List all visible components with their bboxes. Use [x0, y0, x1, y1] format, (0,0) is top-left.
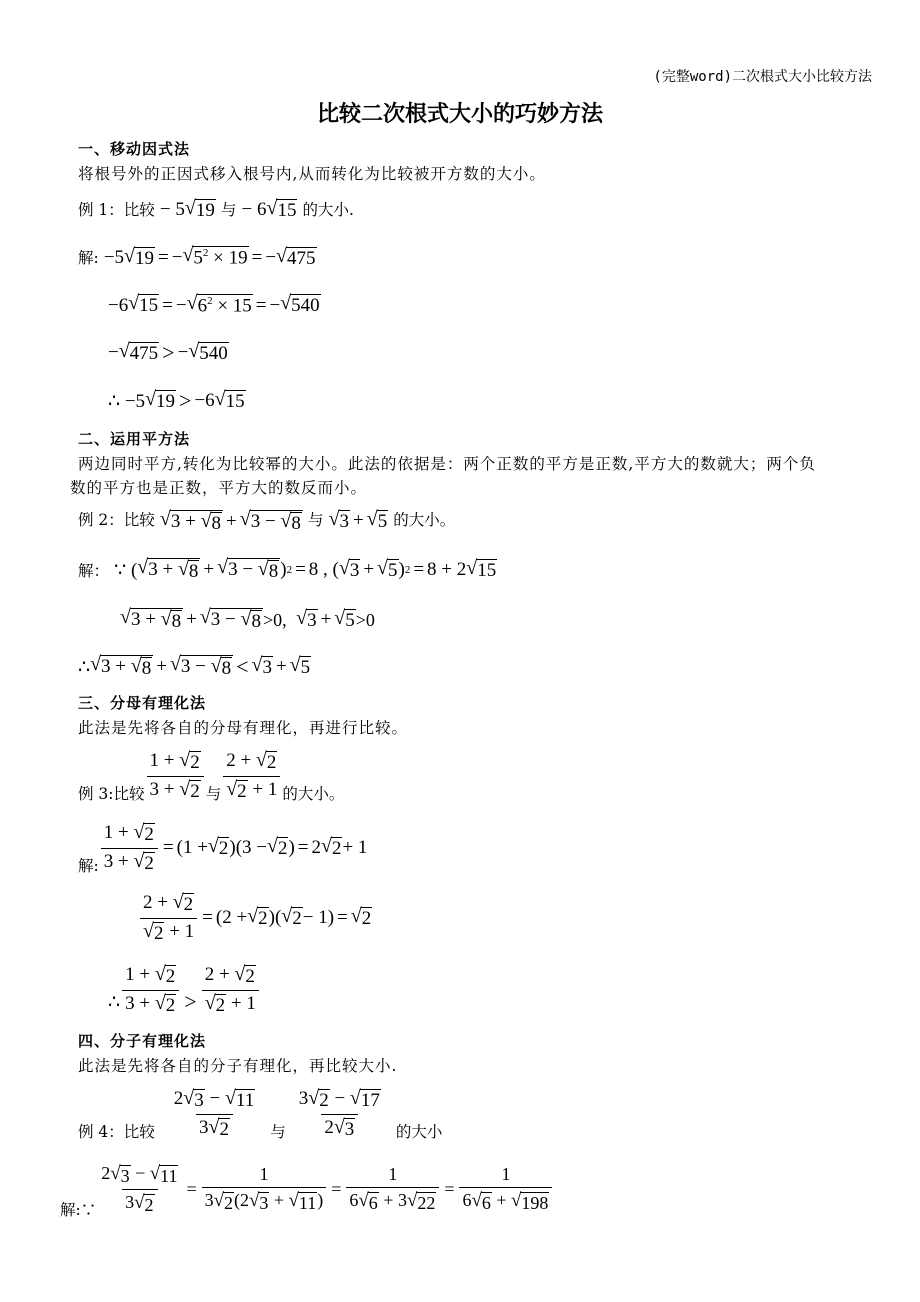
- solution-2-line-3: [78, 654, 311, 680]
- formula: 3 √ 2 − √ 17 2 √ 3: [298, 1086, 380, 1140]
- solution-1-line-4: [108, 388, 246, 414]
- formula: ∴ −5 √ 19 > −6 √ 15: [108, 387, 245, 413]
- section-2-heading: 二、运用平方法: [78, 430, 191, 448]
- page-title: 比较二次根式大小的巧妙方法: [316, 102, 603, 127]
- formula: 2 + √ 2 √ 2 + 1 = (2 + √ 2 )( √ 2 − 1) = √ 2: [138, 892, 372, 945]
- solution-2-line-1: 解： ∵ ( √ 3 + √ 8 + √ 3 − √ 8 ) 2 = 8 , ( √ 3 + √ 5 ) 2 = 8 + 2 √ 15: [78, 556, 497, 582]
- solution-1-line-3: [108, 340, 229, 366]
- formula: − √ 475 > − √ 540: [108, 339, 228, 365]
- formula: 2 √ 3 − √ 11 3 √ 2 = 1 3 √ 2 (2 √ 3 + √ 11 ) = 1 6 √ 6 + 3 √ 22 = 1 6 √ 6 + √ 198: [96, 1163, 554, 1215]
- solution-3-line-3: [108, 964, 261, 1017]
- formula: ∵ ( √ 3 + √ 8 + √ 3 − √ 8 ) 2 = 8 , ( √ 3 + √ 5 ) 2 = 8 + 2 √ 15: [114, 556, 497, 582]
- section-1-intro: 将根号外的正因式移入根号内,从而转化为比较被开方数的大小。: [78, 165, 546, 183]
- example-1: 例 1：比较 − 5 √ 19 与 − 6 √ 15 的大小.: [78, 196, 354, 221]
- formula: ∴ 1 + √ 2 3 + √ 2 > 2 + √ 2 √ 2 + 1: [108, 964, 261, 1017]
- solution-3-line-2: [138, 892, 372, 945]
- formula: −5 √ 19 = − √ $5^2 \times 19$ = − √ 475: [103, 244, 316, 269]
- formula: 2 √ 3 − √ 11 3 √ 2: [173, 1086, 255, 1140]
- section-3-intro: 此法是先将各自的分母有理化，再进行比较。: [78, 719, 409, 737]
- formula: ∴ √ 3 + √ 8 + √ 3 − √ 8 < √ 3 + √ 5: [78, 652, 311, 679]
- example-4: 例 4：比较 2 √ 3 − √ 11 3 √ 2 与 3 √ 2 − √ 17 2 √ 3 的大小: [78, 1086, 443, 1141]
- formula: −6 √ 15 = − √ $6^2 \times 15$ = − √ 540: [108, 292, 320, 317]
- solution-1-line-2: [108, 294, 321, 317]
- formula: √ 3 + √ 8 + √ 3 − √ 8 >0, √ 3 + √ 5 >0: [120, 606, 375, 632]
- page-header: (完整word)二次根式大小比较方法: [653, 69, 872, 85]
- section-2-intro-1: 两边同时平方,转化为比较幂的大小。此法的依据是：两个正数的平方是正数,平方大的数就大；两个负: [78, 455, 816, 473]
- formula: − 5 √ 19: [159, 196, 215, 221]
- formula: − 6 √ 15: [241, 196, 297, 221]
- formula: 1 + √ 2 3 + √ 2: [145, 750, 206, 803]
- example-3: 例 3:比较 1 + √ 2 3 + √ 2 与 2 + √ 2 √ 2 + 1 的大小。: [78, 748, 345, 803]
- solution-1-line-1: 解: −5 √ 19 = − √ $5^2 \times 19$ = − √ 475: [78, 244, 316, 269]
- formula: 1 + √ 2 3 + √ 2 = (1 + √ 2 )(3 − √ 2 ) = 2 √ 2 + 1: [99, 822, 368, 875]
- formula: 2 + √ 2 √ 2 + 1: [221, 750, 282, 803]
- section-4-intro: 此法是先将各自的分子有理化，再比较大小.: [78, 1057, 398, 1075]
- section-4-heading: 四、分子有理化法: [78, 1032, 207, 1050]
- solution-4-line-1: 解:∵ 2 √ 3 − √ 11 3 √ 2 = 1 3 √ 2 (2 √ 3 + √ 11 ) = 1 6 √ 6 + 3 √ 22 = 1 6 √ 6 + √ 198: [60, 1158, 554, 1220]
- formula: √ 3 + √ 8 + √ 3 − √ 8: [159, 508, 301, 534]
- section-2-intro-2: 数的平方也是正数，平方大的数反而小。: [70, 479, 368, 497]
- solution-2-line-2: [120, 608, 375, 633]
- section-1-heading: 一、移动因式法: [78, 140, 191, 158]
- solution-3-line-1: 解: 1 + √ 2 3 + √ 2 = (1 + √ 2 )(3 − √ 2 ) = 2 √ 2 + 1: [78, 820, 368, 875]
- example-2: 例 2：比较 √ 3 + √ 8 + √ 3 − √ 8 与 √ 3 + √ 5 的大小。: [78, 508, 456, 534]
- formula: √ 3 + √ 5: [328, 508, 388, 532]
- section-3-heading: 三、分母有理化法: [78, 694, 207, 712]
